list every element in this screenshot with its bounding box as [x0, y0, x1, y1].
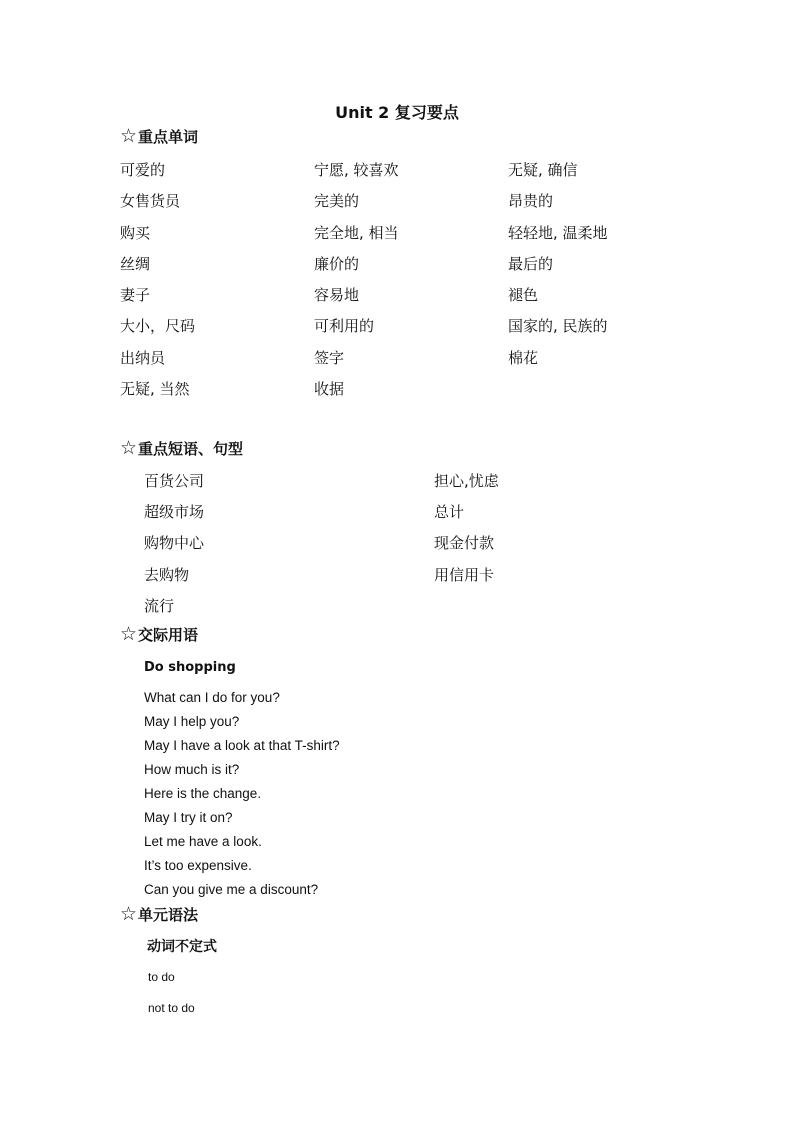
vocab-word: 完全地, 相当: [314, 223, 399, 242]
vocab-word: 大小，尺码: [120, 317, 196, 336]
dialogue-list: [144, 686, 340, 902]
section-heading-grammar: [120, 904, 198, 925]
vocab-word: 最后的: [508, 254, 554, 273]
star-icon: ☆: [120, 623, 138, 645]
section-heading-vocabulary: [120, 126, 198, 147]
vocabulary-grid: [120, 155, 680, 405]
dialogue-line: May I have a look at that T-shirt?: [144, 738, 340, 753]
vocab-word: 轻轻地, 温柔地: [508, 223, 608, 242]
vocab-word: 丝绸: [120, 254, 151, 273]
vocab-word: 完美的: [314, 192, 360, 211]
phrase-item: 购物中心: [144, 534, 205, 553]
phrase-item: [434, 591, 594, 622]
phrase-grid: [144, 466, 594, 622]
phrase-item: 现金付款: [434, 534, 495, 553]
vocab-word: 可爱的: [120, 161, 166, 179]
vocab-word: 廉价的: [314, 254, 360, 273]
dialogue-line: Here is the change.: [144, 786, 262, 801]
vocab-word: 棉花: [508, 348, 539, 367]
dialogue-line: Can you give me a discount?: [144, 882, 319, 897]
phrase-item: 百货公司: [144, 472, 205, 490]
section-title-phrases: 重点短语、句型: [138, 440, 244, 458]
dialogue-line: What can I do for you?: [144, 690, 280, 705]
phrase-item: 去购物: [144, 565, 190, 584]
section-title-grammar: 单元语法: [138, 906, 199, 924]
communication-subheading: Do shopping: [144, 660, 236, 675]
grammar-item: to do: [148, 970, 175, 984]
vocab-word: 出纳员: [120, 348, 166, 367]
phrase-item: 用信用卡: [434, 565, 495, 584]
phrase-item: 流行: [144, 596, 175, 615]
page-title: Unit 2 复习要点: [335, 103, 459, 122]
vocab-word: 昂贵的: [508, 192, 554, 211]
section-heading-phrases: [120, 438, 243, 459]
vocab-word: 国家的, 民族的: [508, 317, 608, 336]
star-icon: ☆: [120, 125, 138, 147]
vocab-word: [508, 374, 680, 405]
vocab-word: 购买: [120, 223, 151, 242]
grammar-item: not to do: [148, 1001, 195, 1015]
vocab-word: 容易地: [314, 286, 360, 305]
dialogue-line: May I help you?: [144, 714, 240, 729]
dialogue-line: It’s too expensive.: [144, 858, 252, 873]
vocab-word: 签字: [314, 348, 345, 367]
vocab-word: 宁愿, 较喜欢: [314, 161, 399, 179]
star-icon: ☆: [120, 437, 138, 459]
vocab-word: 收据: [314, 380, 345, 399]
phrase-item: 总计: [434, 503, 465, 522]
vocab-word: 可利用的: [314, 317, 375, 336]
phrase-item: 超级市场: [144, 503, 205, 522]
vocab-word: 无疑, 确信: [508, 161, 578, 179]
star-icon: ☆: [120, 903, 138, 925]
vocab-word: 褪色: [508, 286, 539, 305]
dialogue-line: How much is it?: [144, 762, 240, 777]
phrase-item: 担心,忧虑: [434, 472, 499, 490]
grammar-subheading: 动词不定式: [147, 939, 217, 955]
dialogue-line: Let me have a look.: [144, 834, 262, 849]
section-title-communication: 交际用语: [138, 626, 199, 644]
section-title-vocabulary: 重点单词: [138, 128, 199, 146]
section-heading-communication: [120, 624, 198, 645]
vocab-word: 无疑, 当然: [120, 380, 190, 399]
vocab-word: 妻子: [120, 286, 151, 305]
vocab-word: 女售货员: [120, 192, 181, 211]
dialogue-line: May I try it on?: [144, 810, 233, 825]
